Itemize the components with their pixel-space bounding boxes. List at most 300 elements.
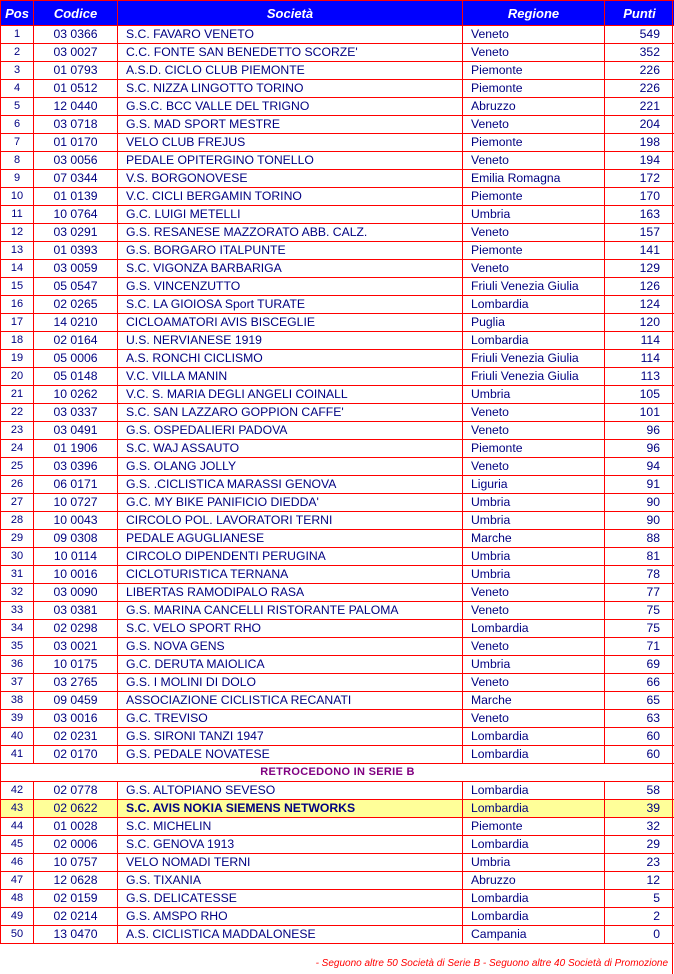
cell-punti: 96 xyxy=(605,422,674,440)
table-row[interactable] xyxy=(1,98,674,116)
cell-societa: C.C. FONTE SAN BENEDETTO SCORZE' xyxy=(118,44,463,62)
cell-societa: G.S. ALTOPIANO SEVESO xyxy=(118,782,463,800)
cell-codice: 03 0366 xyxy=(34,26,118,44)
cell-pos: 42 xyxy=(1,782,34,800)
cell-societa: S.C. VELO SPORT RHO xyxy=(118,620,463,638)
cell-regione: Veneto xyxy=(463,602,605,620)
relegation-banner-row xyxy=(1,764,674,782)
cell-codice: 05 0547 xyxy=(34,278,118,296)
cell-societa: G.S. MAD SPORT MESTRE xyxy=(118,116,463,134)
cell-pos: 5 xyxy=(1,98,34,116)
cell-punti: 204 xyxy=(605,116,674,134)
cell-societa: G.S. PEDALE NOVATESE xyxy=(118,746,463,764)
header-punti[interactable]: Punti xyxy=(605,1,674,26)
cell-regione: Veneto xyxy=(463,638,605,656)
cell-punti: 101 xyxy=(605,404,674,422)
cell-regione: Umbria xyxy=(463,566,605,584)
cell-pos: 23 xyxy=(1,422,34,440)
table-row[interactable] xyxy=(1,728,674,746)
cell-societa: S.C. VIGONZA BARBARIGA xyxy=(118,260,463,278)
cell-punti: 549 xyxy=(605,26,674,44)
cell-punti: 12 xyxy=(605,872,674,890)
cell-regione: Campania xyxy=(463,926,605,944)
cell-codice: 10 0727 xyxy=(34,494,118,512)
cell-regione: Liguria xyxy=(463,476,605,494)
cell-societa: G.S. .CICLISTICA MARASSI GENOVA xyxy=(118,476,463,494)
cell-regione: Piemonte xyxy=(463,62,605,80)
table-row[interactable] xyxy=(1,170,674,188)
cell-societa: V.C. S. MARIA DEGLI ANGELI COINALL xyxy=(118,386,463,404)
cell-punti: 58 xyxy=(605,782,674,800)
cell-punti: 39 xyxy=(605,800,674,818)
cell-pos: 49 xyxy=(1,908,34,926)
cell-societa: G.S. VINCENZUTTO xyxy=(118,278,463,296)
cell-regione: Veneto xyxy=(463,584,605,602)
cell-regione: Veneto xyxy=(463,422,605,440)
cell-societa: S.C. FAVARO VENETO xyxy=(118,26,463,44)
cell-codice: 10 0764 xyxy=(34,206,118,224)
table-row[interactable] xyxy=(1,494,674,512)
table-row[interactable] xyxy=(1,62,674,80)
cell-pos: 13 xyxy=(1,242,34,260)
table-row[interactable] xyxy=(1,854,674,872)
cell-pos: 46 xyxy=(1,854,34,872)
cell-punti: 88 xyxy=(605,530,674,548)
cell-pos: 3 xyxy=(1,62,34,80)
cell-codice: 10 0043 xyxy=(34,512,118,530)
cell-pos: 16 xyxy=(1,296,34,314)
cell-regione: Veneto xyxy=(463,260,605,278)
cell-codice: 02 0006 xyxy=(34,836,118,854)
cell-pos: 12 xyxy=(1,224,34,242)
cell-codice: 10 0757 xyxy=(34,854,118,872)
table-row[interactable] xyxy=(1,152,674,170)
cell-codice: 02 0298 xyxy=(34,620,118,638)
cell-regione: Lombardia xyxy=(463,836,605,854)
cell-societa: CIRCOLO POL. LAVORATORI TERNI xyxy=(118,512,463,530)
cell-codice: 01 0393 xyxy=(34,242,118,260)
table-row[interactable] xyxy=(1,80,674,98)
table-row[interactable] xyxy=(1,584,674,602)
table-row[interactable] xyxy=(1,116,674,134)
cell-pos: 50 xyxy=(1,926,34,944)
cell-punti: 226 xyxy=(605,62,674,80)
cell-regione: Piemonte xyxy=(463,242,605,260)
cell-codice: 03 0718 xyxy=(34,116,118,134)
cell-societa: VELO NOMADI TERNI xyxy=(118,854,463,872)
cell-punti: 66 xyxy=(605,674,674,692)
cell-punti: 81 xyxy=(605,548,674,566)
cell-punti: 105 xyxy=(605,386,674,404)
cell-punti: 91 xyxy=(605,476,674,494)
cell-regione: Umbria xyxy=(463,494,605,512)
cell-punti: 75 xyxy=(605,620,674,638)
cell-societa: VELO CLUB FREJUS xyxy=(118,134,463,152)
table-row[interactable] xyxy=(1,314,674,332)
cell-punti: 141 xyxy=(605,242,674,260)
table-row[interactable] xyxy=(1,350,674,368)
cell-pos: 45 xyxy=(1,836,34,854)
cell-pos: 40 xyxy=(1,728,34,746)
cell-punti: 90 xyxy=(605,494,674,512)
cell-punti: 90 xyxy=(605,512,674,530)
cell-regione: Veneto xyxy=(463,116,605,134)
cell-societa: V.C. CICLI BERGAMIN TORINO xyxy=(118,188,463,206)
cell-punti: 124 xyxy=(605,296,674,314)
cell-societa: G.C. DERUTA MAIOLICA xyxy=(118,656,463,674)
cell-pos: 11 xyxy=(1,206,34,224)
cell-pos: 18 xyxy=(1,332,34,350)
cell-societa: G.S.C. BCC VALLE DEL TRIGNO xyxy=(118,98,463,116)
cell-pos: 41 xyxy=(1,746,34,764)
cell-regione: Veneto xyxy=(463,710,605,728)
table-row[interactable] xyxy=(1,260,674,278)
footnote: - Seguono altre 50 Società di Serie B - Seguono altre 40 Società di Promozione xyxy=(315,958,668,969)
cell-societa: S.C. AVIS NOKIA SIEMENS NETWORKS xyxy=(118,800,463,818)
cell-codice: 13 0470 xyxy=(34,926,118,944)
table-row[interactable] xyxy=(1,656,674,674)
cell-regione: Piemonte xyxy=(463,188,605,206)
cell-societa: G.S. SIRONI TANZI 1947 xyxy=(118,728,463,746)
cell-pos: 35 xyxy=(1,638,34,656)
cell-societa: A.S.D. CICLO CLUB PIEMONTE xyxy=(118,62,463,80)
cell-codice: 01 0139 xyxy=(34,188,118,206)
cell-regione: Veneto xyxy=(463,44,605,62)
cell-pos: 48 xyxy=(1,890,34,908)
table-row[interactable] xyxy=(1,566,674,584)
table-row[interactable] xyxy=(1,746,674,764)
cell-codice: 01 0028 xyxy=(34,818,118,836)
table-body xyxy=(1,26,674,944)
cell-pos: 10 xyxy=(1,188,34,206)
cell-regione: Lombardia xyxy=(463,782,605,800)
cell-codice: 03 0027 xyxy=(34,44,118,62)
cell-codice: 01 0512 xyxy=(34,80,118,98)
cell-codice: 03 0059 xyxy=(34,260,118,278)
table-row[interactable] xyxy=(1,548,674,566)
cell-codice: 03 0337 xyxy=(34,404,118,422)
table-row[interactable] xyxy=(1,800,674,818)
cell-societa: CICLOAMATORI AVIS BISCEGLIE xyxy=(118,314,463,332)
table-row[interactable] xyxy=(1,836,674,854)
cell-regione: Veneto xyxy=(463,674,605,692)
cell-societa: G.S. OLANG JOLLY xyxy=(118,458,463,476)
cell-regione: Lombardia xyxy=(463,746,605,764)
cell-codice: 07 0344 xyxy=(34,170,118,188)
cell-punti: 60 xyxy=(605,728,674,746)
table-row[interactable] xyxy=(1,332,674,350)
table-row[interactable] xyxy=(1,530,674,548)
cell-punti: 5 xyxy=(605,890,674,908)
cell-punti: 63 xyxy=(605,710,674,728)
cell-codice: 03 0056 xyxy=(34,152,118,170)
cell-regione: Marche xyxy=(463,530,605,548)
cell-regione: Lombardia xyxy=(463,800,605,818)
cell-regione: Lombardia xyxy=(463,890,605,908)
cell-pos: 34 xyxy=(1,620,34,638)
cell-punti: 352 xyxy=(605,44,674,62)
cell-societa: G.C. LUIGI METELLI xyxy=(118,206,463,224)
cell-codice: 01 0793 xyxy=(34,62,118,80)
cell-codice: 03 0090 xyxy=(34,584,118,602)
table-row[interactable] xyxy=(1,134,674,152)
cell-punti: 69 xyxy=(605,656,674,674)
cell-regione: Friuli Venezia Giulia xyxy=(463,368,605,386)
cell-pos: 24 xyxy=(1,440,34,458)
cell-regione: Lombardia xyxy=(463,332,605,350)
cell-societa: CICLOTURISTICA TERNANA xyxy=(118,566,463,584)
cell-pos: 32 xyxy=(1,584,34,602)
cell-regione: Lombardia xyxy=(463,728,605,746)
header-societa[interactable]: Società xyxy=(118,1,463,26)
table-row[interactable] xyxy=(1,386,674,404)
cell-pos: 37 xyxy=(1,674,34,692)
cell-punti: 126 xyxy=(605,278,674,296)
cell-pos: 44 xyxy=(1,818,34,836)
cell-codice: 02 0170 xyxy=(34,746,118,764)
cell-societa: G.S. RESANESE MAZZORATO ABB. CALZ. xyxy=(118,224,463,242)
cell-societa: V.S. BORGONOVESE xyxy=(118,170,463,188)
cell-codice: 02 0265 xyxy=(34,296,118,314)
cell-societa: G.S. BORGARO ITALPUNTE xyxy=(118,242,463,260)
cell-societa: G.S. I MOLINI DI DOLO xyxy=(118,674,463,692)
cell-pos: 2 xyxy=(1,44,34,62)
cell-punti: 114 xyxy=(605,350,674,368)
cell-societa: S.C. LA GIOIOSA Sport TURATE xyxy=(118,296,463,314)
cell-regione: Piemonte xyxy=(463,80,605,98)
cell-pos: 15 xyxy=(1,278,34,296)
cell-punti: 71 xyxy=(605,638,674,656)
table-row[interactable] xyxy=(1,458,674,476)
table-row[interactable] xyxy=(1,692,674,710)
cell-pos: 36 xyxy=(1,656,34,674)
table-right-border xyxy=(672,0,673,974)
cell-pos: 47 xyxy=(1,872,34,890)
cell-punti: 2 xyxy=(605,908,674,926)
header-pos[interactable]: Pos xyxy=(1,1,34,26)
cell-punti: 77 xyxy=(605,584,674,602)
table-row[interactable] xyxy=(1,242,674,260)
cell-punti: 170 xyxy=(605,188,674,206)
cell-codice: 01 0170 xyxy=(34,134,118,152)
cell-regione: Veneto xyxy=(463,26,605,44)
cell-regione: Lombardia xyxy=(463,908,605,926)
cell-regione: Lombardia xyxy=(463,296,605,314)
cell-societa: ASSOCIAZIONE CICLISTICA RECANATI xyxy=(118,692,463,710)
cell-pos: 20 xyxy=(1,368,34,386)
cell-pos: 43 xyxy=(1,800,34,818)
cell-codice: 14 0210 xyxy=(34,314,118,332)
cell-codice: 03 0381 xyxy=(34,602,118,620)
cell-societa: A.S. CICLISTICA MADDALONESE xyxy=(118,926,463,944)
cell-codice: 06 0171 xyxy=(34,476,118,494)
cell-pos: 7 xyxy=(1,134,34,152)
cell-punti: 75 xyxy=(605,602,674,620)
cell-pos: 30 xyxy=(1,548,34,566)
table-row[interactable] xyxy=(1,620,674,638)
table-row[interactable] xyxy=(1,44,674,62)
cell-codice: 12 0628 xyxy=(34,872,118,890)
cell-codice: 09 0459 xyxy=(34,692,118,710)
cell-codice: 03 0021 xyxy=(34,638,118,656)
cell-codice: 05 0148 xyxy=(34,368,118,386)
cell-pos: 9 xyxy=(1,170,34,188)
table-row[interactable] xyxy=(1,188,674,206)
cell-punti: 60 xyxy=(605,746,674,764)
cell-punti: 23 xyxy=(605,854,674,872)
cell-codice: 10 0262 xyxy=(34,386,118,404)
cell-societa: A.S. RONCHI CICLISMO xyxy=(118,350,463,368)
table-row[interactable] xyxy=(1,512,674,530)
cell-societa: G.C. TREVISO xyxy=(118,710,463,728)
cell-societa: S.C. SAN LAZZARO GOPPION CAFFE' xyxy=(118,404,463,422)
cell-punti: 226 xyxy=(605,80,674,98)
cell-societa: CIRCOLO DIPENDENTI PERUGINA xyxy=(118,548,463,566)
cell-societa: PEDALE AGUGLIANESE xyxy=(118,530,463,548)
table-row[interactable] xyxy=(1,674,674,692)
cell-regione: Emilia Romagna xyxy=(463,170,605,188)
cell-punti: 0 xyxy=(605,926,674,944)
cell-societa: PEDALE OPITERGINO TONELLO xyxy=(118,152,463,170)
cell-societa: G.S. OSPEDALIERI PADOVA xyxy=(118,422,463,440)
cell-regione: Umbria xyxy=(463,656,605,674)
cell-regione: Umbria xyxy=(463,386,605,404)
cell-codice: 12 0440 xyxy=(34,98,118,116)
cell-regione: Umbria xyxy=(463,548,605,566)
relegation-banner: RETROCEDONO IN SERIE B xyxy=(1,764,674,782)
cell-pos: 26 xyxy=(1,476,34,494)
cell-pos: 25 xyxy=(1,458,34,476)
table-row[interactable] xyxy=(1,404,674,422)
cell-codice: 03 0016 xyxy=(34,710,118,728)
cell-punti: 221 xyxy=(605,98,674,116)
cell-pos: 1 xyxy=(1,26,34,44)
cell-regione: Piemonte xyxy=(463,440,605,458)
cell-codice: 02 0231 xyxy=(34,728,118,746)
cell-societa: G.S. TIXANIA xyxy=(118,872,463,890)
cell-pos: 8 xyxy=(1,152,34,170)
cell-societa: G.S. NOVA GENS xyxy=(118,638,463,656)
table-row[interactable] xyxy=(1,26,674,44)
cell-regione: Abruzzo xyxy=(463,98,605,116)
cell-punti: 120 xyxy=(605,314,674,332)
cell-regione: Lombardia xyxy=(463,620,605,638)
cell-punti: 32 xyxy=(605,818,674,836)
cell-punti: 163 xyxy=(605,206,674,224)
table-row[interactable] xyxy=(1,278,674,296)
cell-punti: 129 xyxy=(605,260,674,278)
cell-pos: 6 xyxy=(1,116,34,134)
cell-punti: 94 xyxy=(605,458,674,476)
table-row[interactable] xyxy=(1,908,674,926)
cell-pos: 17 xyxy=(1,314,34,332)
cell-codice: 10 0016 xyxy=(34,566,118,584)
cell-pos: 14 xyxy=(1,260,34,278)
table-row[interactable] xyxy=(1,296,674,314)
header-row xyxy=(1,1,674,26)
cell-pos: 31 xyxy=(1,566,34,584)
cell-punti: 172 xyxy=(605,170,674,188)
cell-punti: 29 xyxy=(605,836,674,854)
cell-pos: 39 xyxy=(1,710,34,728)
cell-societa: S.C. GENOVA 1913 xyxy=(118,836,463,854)
cell-codice: 03 2765 xyxy=(34,674,118,692)
cell-regione: Veneto xyxy=(463,224,605,242)
cell-codice: 02 0159 xyxy=(34,890,118,908)
header-regione[interactable]: Regione xyxy=(463,1,605,26)
table-row[interactable] xyxy=(1,782,674,800)
cell-codice: 02 0778 xyxy=(34,782,118,800)
cell-pos: 27 xyxy=(1,494,34,512)
cell-regione: Friuli Venezia Giulia xyxy=(463,278,605,296)
cell-codice: 03 0291 xyxy=(34,224,118,242)
table-row[interactable] xyxy=(1,710,674,728)
cell-punti: 78 xyxy=(605,566,674,584)
table-row[interactable] xyxy=(1,368,674,386)
cell-societa: G.C. MY BIKE PANIFICIO DIEDDA' xyxy=(118,494,463,512)
cell-pos: 22 xyxy=(1,404,34,422)
cell-punti: 194 xyxy=(605,152,674,170)
cell-societa: S.C. MICHELIN xyxy=(118,818,463,836)
cell-pos: 38 xyxy=(1,692,34,710)
cell-regione: Veneto xyxy=(463,152,605,170)
cell-regione: Friuli Venezia Giulia xyxy=(463,350,605,368)
cell-regione: Marche xyxy=(463,692,605,710)
cell-regione: Puglia xyxy=(463,314,605,332)
cell-codice: 09 0308 xyxy=(34,530,118,548)
table-row[interactable] xyxy=(1,818,674,836)
table-row[interactable] xyxy=(1,602,674,620)
cell-punti: 157 xyxy=(605,224,674,242)
cell-codice: 02 0164 xyxy=(34,332,118,350)
cell-pos: 21 xyxy=(1,386,34,404)
cell-punti: 113 xyxy=(605,368,674,386)
table-row[interactable] xyxy=(1,440,674,458)
cell-regione: Veneto xyxy=(463,458,605,476)
cell-regione: Abruzzo xyxy=(463,872,605,890)
cell-societa: V.C. VILLA MANIN xyxy=(118,368,463,386)
table-row[interactable] xyxy=(1,890,674,908)
cell-codice: 05 0006 xyxy=(34,350,118,368)
cell-pos: 19 xyxy=(1,350,34,368)
cell-codice: 03 0491 xyxy=(34,422,118,440)
table-row[interactable] xyxy=(1,926,674,944)
table-row[interactable] xyxy=(1,872,674,890)
cell-regione: Umbria xyxy=(463,854,605,872)
cell-societa: S.C. WAJ ASSAUTO xyxy=(118,440,463,458)
header-codice[interactable]: Codice xyxy=(34,1,118,26)
table-row[interactable] xyxy=(1,206,674,224)
cell-codice: 01 1906 xyxy=(34,440,118,458)
cell-punti: 65 xyxy=(605,692,674,710)
cell-regione: Umbria xyxy=(463,206,605,224)
cell-codice: 10 0175 xyxy=(34,656,118,674)
cell-pos: 29 xyxy=(1,530,34,548)
cell-codice: 03 0396 xyxy=(34,458,118,476)
table-row[interactable] xyxy=(1,224,674,242)
cell-codice: 10 0114 xyxy=(34,548,118,566)
table-header xyxy=(1,1,674,26)
table-row[interactable] xyxy=(1,476,674,494)
cell-pos: 4 xyxy=(1,80,34,98)
cell-societa: G.S. MARINA CANCELLI RISTORANTE PALOMA xyxy=(118,602,463,620)
table-row[interactable] xyxy=(1,638,674,656)
cell-codice: 02 0622 xyxy=(34,800,118,818)
cell-pos: 33 xyxy=(1,602,34,620)
cell-societa: G.S. DELICATESSE xyxy=(118,890,463,908)
table-row[interactable] xyxy=(1,422,674,440)
cell-societa: U.S. NERVIANESE 1919 xyxy=(118,332,463,350)
